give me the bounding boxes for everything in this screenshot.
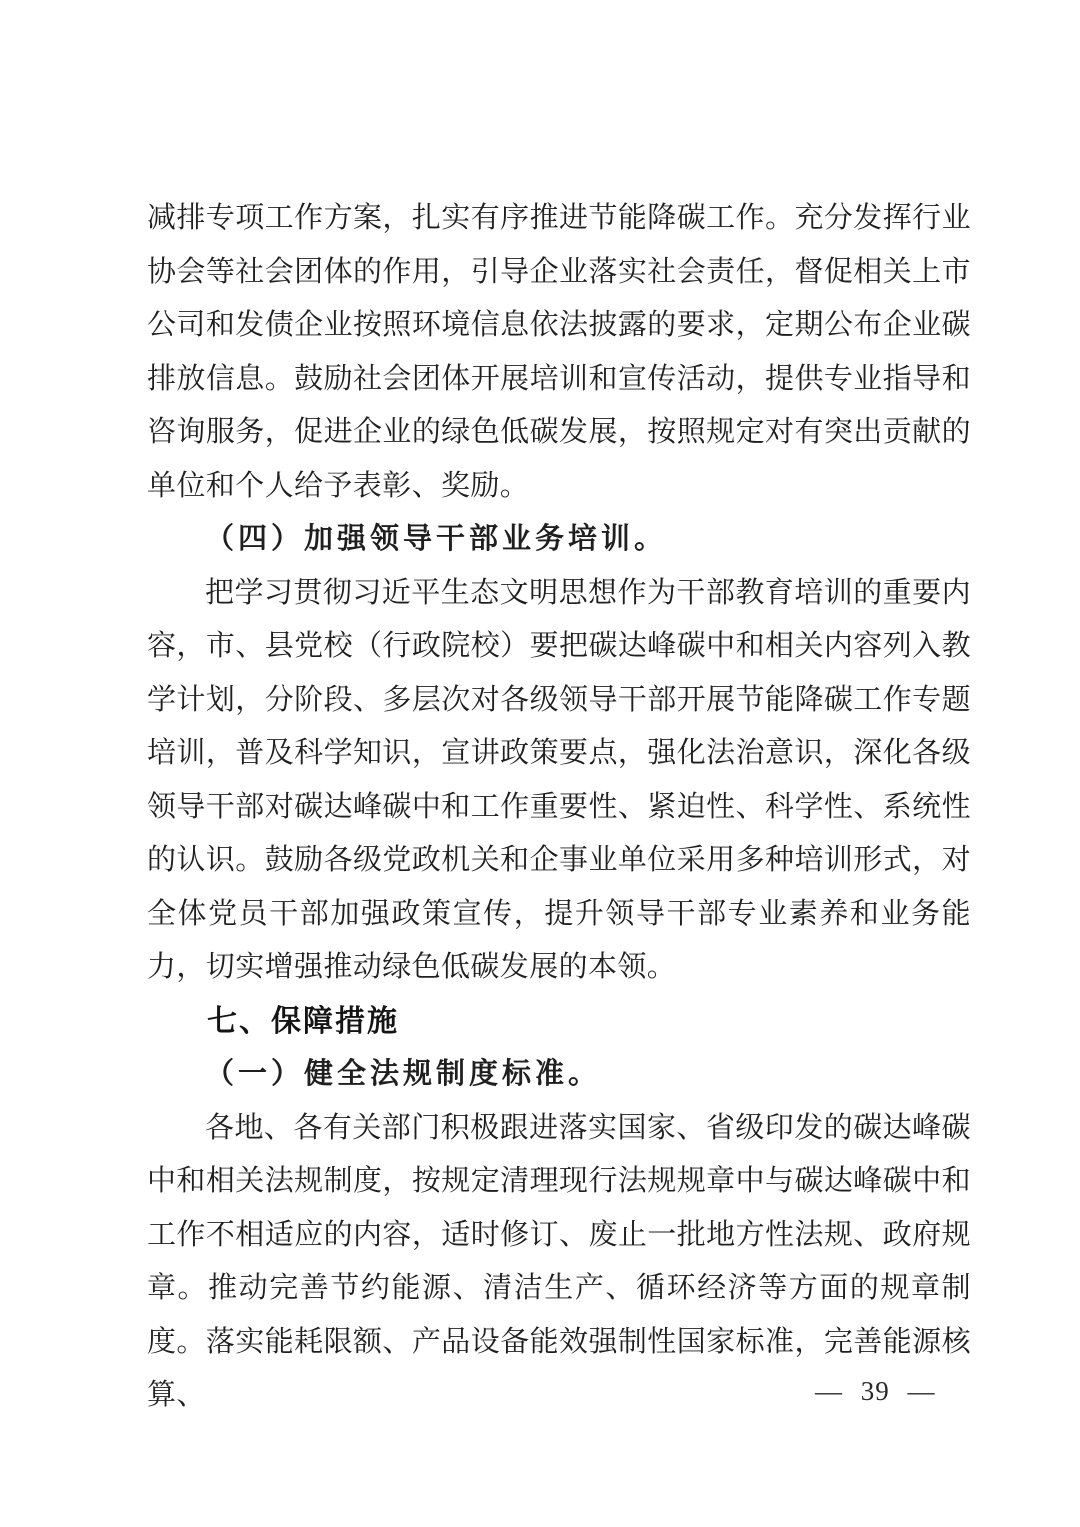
section-heading-7: 七、保障措施 [207,1004,399,1038]
page-number: — 39 — [815,1376,936,1406]
paragraph-cadre-training: 把学习贯彻习近平生态文明思想作为干部教育培训的重要内容，市、县党校（行政院校）要把碳达峰碳中和相关内容列入教学计划，分阶段、多层次对各级领导干部开展节能降碳工作专题培训，普及科学知识，宣讲政策要点，强化法治意识，深化各级领导干部对碳达峰碳中和工作重要性、紧迫性、科学性、系统性的认识。鼓励各级党政机关和企事业单位采用多种培训形式，对全体党员干部加强政策宣传，提升领导干部专业素养和业务能力，切实增强推动绿色低碳发展的本领。 [147,576,971,983]
paragraph-regulations: 各地、各有关部门积极跟进落实国家、省级印发的碳达峰碳中和相关法规制度，按规定清理现行法规规章中与碳达峰碳中和工作不相适应的内容，适时修订、废止一批地方性法规、政府规章。推动完善节约能源、清洁生产、循环经济等方面的规章制度。落实能耗限额、产品设备能效强制性国家标准，完善能源核算、 [147,1111,971,1411]
subsection-heading-1: （一）健全法规制度标准。 [205,1058,602,1090]
paragraph-continuation: 减排专项工作方案，扎实有序推进节能降碳工作。充分发挥行业协会等社会团体的作用，引导企业落实社会责任，督促相关上市公司和发债企业按照环境信息依法披露的要求，定期公布企业碳排放信息。鼓励社会团体开展培训和宣传活动，提供专业指导和咨询服务，促进企业的绿色低碳发展，按照规定对有突出贡献的单位和个人给予表彰、奖励。 [147,202,971,502]
document-body [147,192,971,1423]
subsection-heading-4: （四）加强领导干部业务培训。 [205,523,668,555]
